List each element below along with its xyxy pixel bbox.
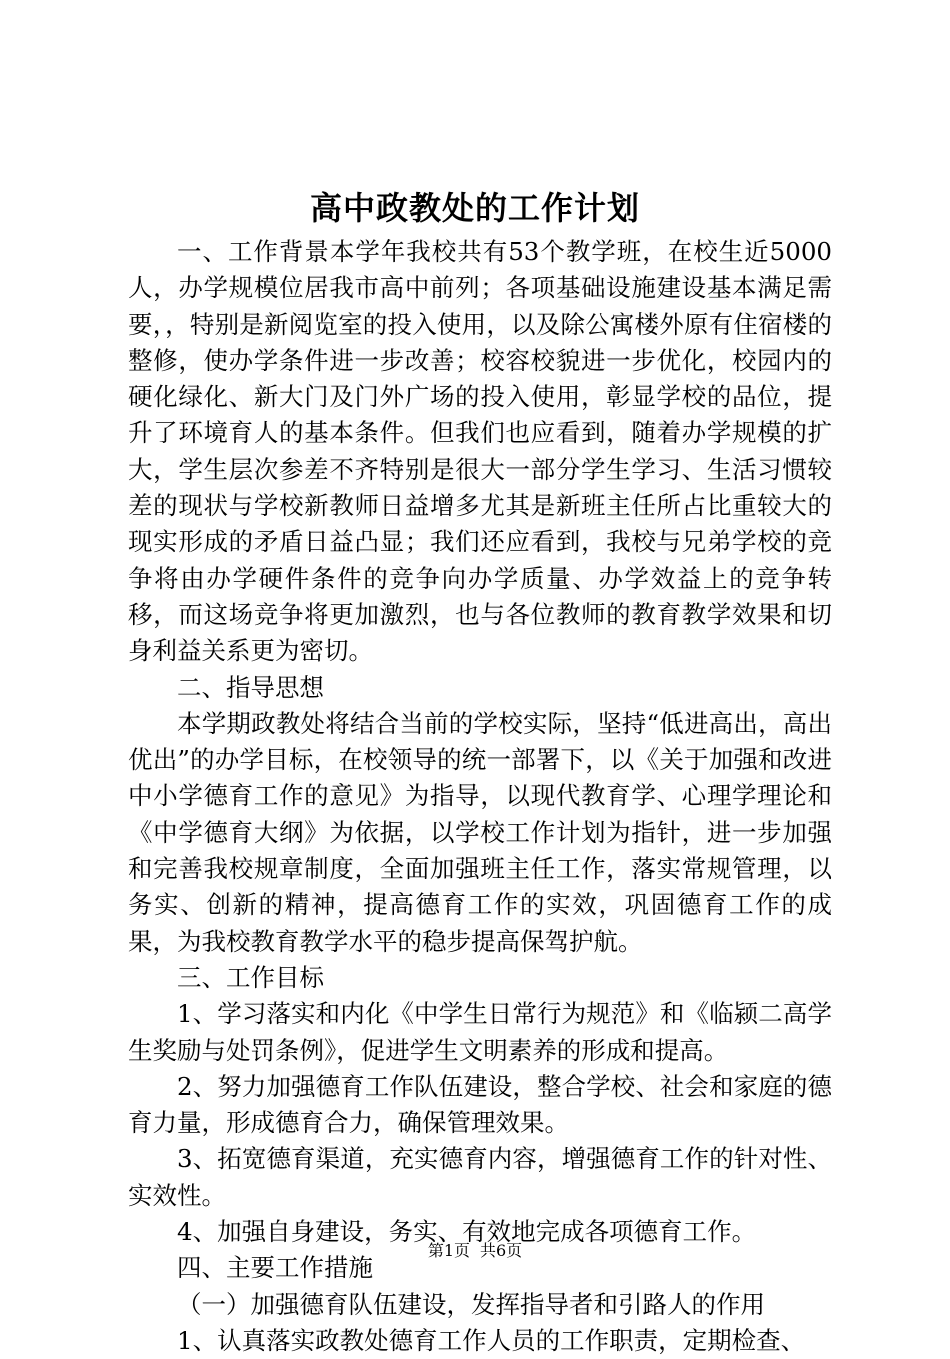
heading-guiding-ideology: 二、指导思想: [177, 672, 324, 702]
page-number: 第1页: [427, 1241, 470, 1260]
document-body: [128, 234, 832, 1359]
paragraph-background: 一、工作背景本学年我校共有53个教学班，在校生近5000人，办学规模位居我市高中前列；各项基础设施建设基本满足需要，，特别是新阅览室的投入使用，以及除公寓楼外原有住宿楼的整修，使办学条件进一步改善；校容校貌进一步优化，校园内的硬化绿化、新大门及门外广场的投入使用，彰显学校的品位，提升了环境育人的基本条件。但我们也应看到，随着办学规模的扩大，学生层次参差不齐特别是很大一部分学生学习、生活习惯较差的现状与学校新教师日益增多尤其是新班主任所占比重较大的现实形成的矛盾日益凸显；我们还应看到，我校与兄弟学校的竞争将由办学硬件条件的竞争向办学质量、办学效益上的竞争转移，而这场竞争将更加激烈，也与各位教师的教育教学效果和切身利益关系更为密切。: [128, 237, 832, 666]
page-footer: [0, 1239, 950, 1263]
subheading-measure-1: （一）加强德育队伍建设，发挥指导者和引路人的作用: [177, 1289, 765, 1319]
goal-item-3: 3、拓宽德育渠道，充实德育内容，增强德育工作的针对性、实效性。: [128, 1144, 832, 1210]
measure-item-1: 1、认真落实政教处德育工作人员的工作职责，定期检查、: [177, 1325, 806, 1355]
paragraph-guiding-ideology: 本学期政教处将结合当前的学校实际，坚持“低进高出，高出优出”的办学目标，在校领导的统一部署下，以《关于加强和改进中小学德育工作的意见》为指导，以现代教育学、心理学理论和《中学德育大纲》为依据，以学校工作计划为指针，进一步加强和完善我校规章制度，全面加强班主任工作，落实常规管理，以务实、创新的精神，提高德育工作的实效，巩固德育工作的成果，为我校教育教学水平的稳步提高保驾护航。: [128, 708, 832, 956]
heading-main-measures: 四、主要工作措施: [177, 1253, 373, 1283]
document-title: 高中政教处的工作计划: [309, 189, 640, 227]
heading-work-goals: 三、工作目标: [177, 962, 324, 992]
goal-item-2: 2、努力加强德育工作队伍建设，整合学校、社会和家庭的德育力量，形成德育合力，确保管理效果。: [128, 1071, 832, 1138]
goal-item-4: 4、加强自身建设，务实、有效地完成各项德育工作。: [177, 1217, 757, 1247]
goal-item-1: 1、学习落实和内化《中学生日常行为规范》和《临颍二高学生奖励与处罚条例》，促进学生文明素养的形成和提高。: [128, 999, 832, 1065]
page-total: 共6页: [480, 1241, 523, 1260]
